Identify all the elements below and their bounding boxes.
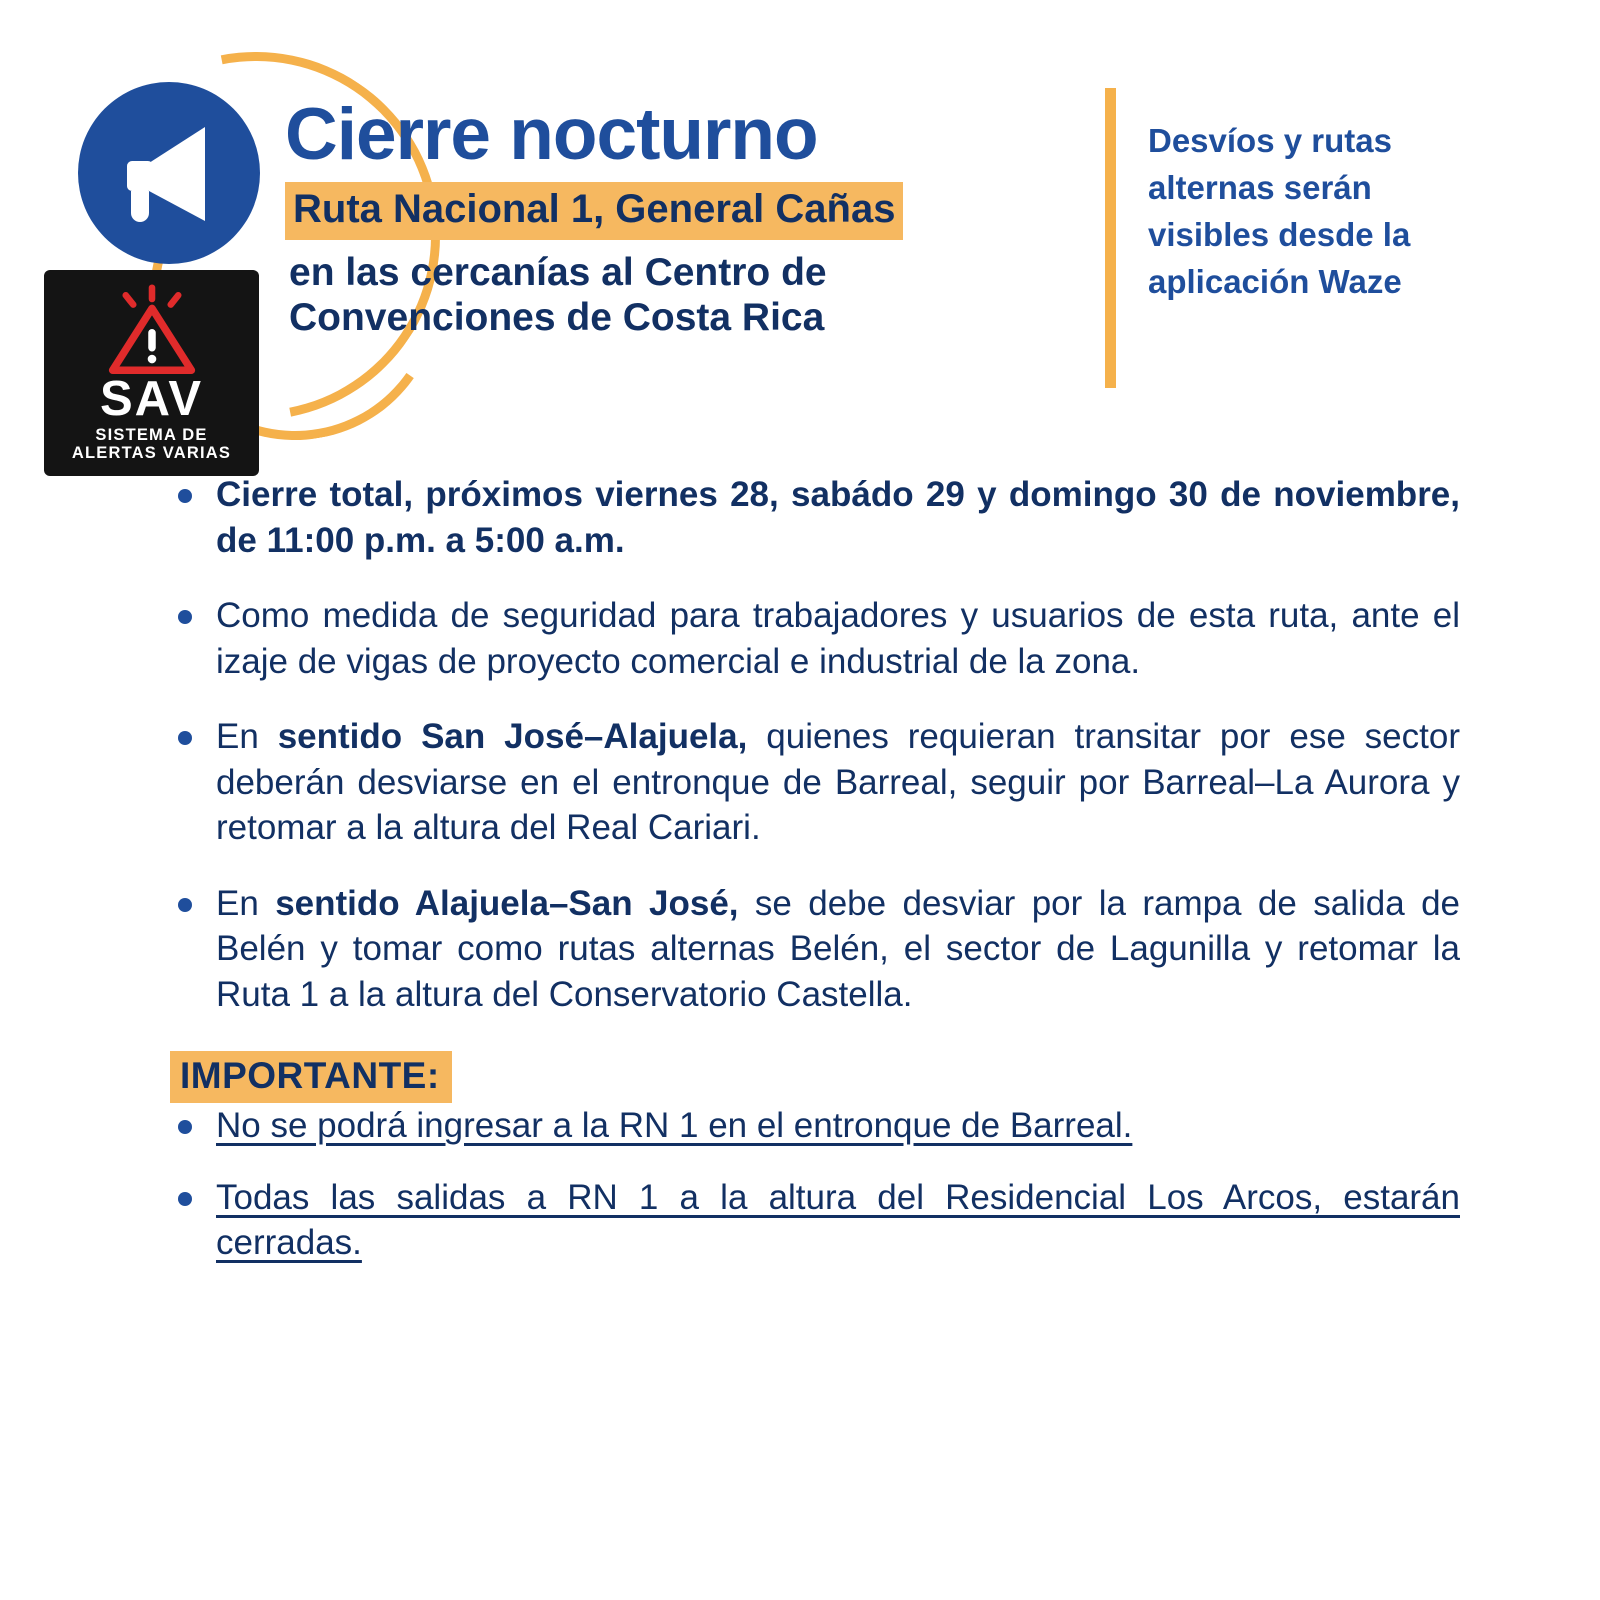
route-highlight: Ruta Nacional 1, General Cañas	[285, 182, 903, 239]
waze-note: Desvíos y rutas alternas serán visibles desde la aplicación Waze	[1148, 122, 1411, 300]
list-item	[170, 714, 1460, 851]
list-item	[170, 1103, 1460, 1149]
bullet-strong: sentido Alajuela–San José,	[275, 883, 739, 923]
bullet-text: No se podrá ingresar a la RN 1 en el entronque de Barreal.	[216, 1106, 1133, 1145]
title-subtitle	[285, 250, 1075, 340]
important-badge: IMPORTANTE:	[170, 1051, 452, 1103]
bullet-text: Cierre total, próximos viernes 28, sabádo 29 y domingo 30 de noviembre, de 11:00 p.m. a 5:00 a.m.	[216, 475, 1460, 560]
important-bullet-list	[0, 1103, 1600, 1266]
bullet-text: quienes requieran transitar por ese sector deberán desviarse en el entronque de Barreal, seguir por Barreal–La Aurora y retomar a la altura del Real Cariari.	[216, 717, 1460, 847]
main-bullet-list	[0, 472, 1600, 1017]
sav-subtitle-line2: ALERTAS VARIAS	[71, 444, 232, 463]
bullet-lead: En	[216, 883, 276, 923]
title-block	[285, 94, 1075, 340]
page-title: Cierre nocturno	[285, 94, 818, 175]
list-item	[170, 472, 1460, 563]
sav-subtitle-line1: SISTEMA DE	[95, 425, 208, 444]
vertical-divider	[1105, 88, 1116, 388]
sav-subtitle	[72, 426, 231, 463]
title-subtitle-line1: en las cercanías al Centro de	[289, 250, 827, 294]
sav-wordmark: SAV	[99, 372, 204, 426]
bullet-text: se debe desviar por la rampa de salida de Belén y tomar como rutas alternas Belén, el sector de Lagunilla y retomar la Ruta 1 a la altura del Conservatorio Castella.	[216, 883, 1460, 1014]
poster-header	[0, 0, 1600, 470]
megaphone-icon	[109, 113, 229, 233]
bullet-strong: sentido San José–Alajuela,	[277, 717, 748, 756]
bullet-text: Como medida de seguridad para trabajadores y usuarios de esta ruta, ante el izaje de vigas de proyecto comercial e industrial de la zona.	[216, 596, 1460, 681]
bullet-lead: En	[216, 717, 278, 756]
megaphone-badge	[78, 82, 260, 264]
list-item	[170, 593, 1460, 684]
title-subtitle-line2: Convenciones de Costa Rica	[289, 295, 825, 339]
list-item	[170, 1175, 1460, 1266]
important-section-header	[0, 1047, 1600, 1103]
poster-body	[0, 472, 1600, 1292]
bullet-text: Todas las salidas a RN 1 a la altura del Residencial Los Arcos, estarán cerradas.	[216, 1177, 1460, 1262]
warning-triangle-icon	[104, 284, 200, 374]
list-item	[170, 881, 1460, 1018]
sav-logo	[44, 270, 259, 476]
